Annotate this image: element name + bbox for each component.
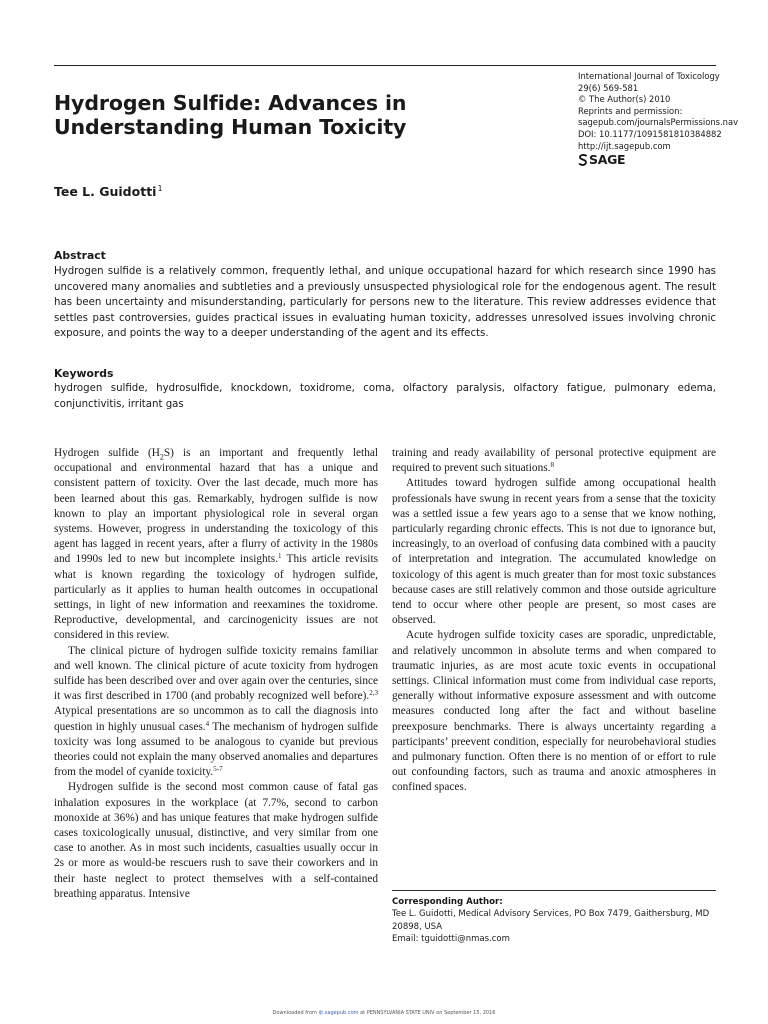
- journal-url[interactable]: http://ijt.sagepub.com: [578, 140, 671, 151]
- body-paragraph: Hydrogen sulfide is the second most common cause of fatal gas inhalation exposures in the workplace (at 7.7%, second to carbon monoxide at 36%) and has unique features that make hydrogen sulfide cases toxicologically unusual, distinctive, and very similar from one case to another. As in most such incidents, casualties usually occur in 2s or more as would-be rescuers rush to save their coworkers and in their haste neglect to protect themselves with a self-contained breathing apparatus. Intensive: [54, 781, 378, 900]
- citation-ref: 2,3: [369, 689, 378, 698]
- abstract-heading: Abstract: [54, 249, 106, 262]
- journal-info: [578, 71, 739, 168]
- corresponding-heading: Corresponding Author:: [392, 897, 503, 907]
- reprints-label: Reprints and permission:: [578, 105, 683, 116]
- keywords-text: hydrogen sulfide, hydrosulfide, knockdown, toxidrome, coma, olfactory paralysis, olfactory fatigue, pulmonary edema, conjunctivitis, irritant gas: [54, 383, 716, 410]
- article-title: Hydrogen Sulfide: Advances in Understanding Human Toxicity: [54, 91, 407, 139]
- sage-logo-text: SAGE: [589, 152, 626, 168]
- body-column-right: [392, 446, 716, 796]
- corresponding-email[interactable]: Email: tguidotti@nmas.com: [392, 934, 510, 945]
- footer-link[interactable]: ijt.sagepub.com: [318, 1010, 359, 1016]
- sage-logo: [578, 153, 728, 167]
- citation-ref: 4: [205, 719, 210, 728]
- body-paragraph: The clinical picture of hydrogen sulfide toxicity remains familiar and well known. The clinical picture of acute toxicity from hydrogen sulfide has been described over and over again over the centuries, since it was first described in 1700 (and probably recognized well before).$^{2,3}$ Atypical presentations are so uncommon as to call the diagnosis into question in highly unusual cases.$^4$ The mechanism of hydrogen sulfide toxicity was long assumed to be analogous to cyanide but previous theories could not explain the many observed anomalies and departures from the model of cyanide toxicity.$^{5-7}$: [54, 644, 378, 779]
- doi: DOI: 10.1177/1091581810384882: [578, 128, 722, 139]
- author-affiliation-mark: 1: [157, 184, 163, 193]
- corresponding-address-line2: 20898, USA: [392, 921, 443, 932]
- corresponding-author-block: [392, 896, 716, 946]
- citation-ref: 5-7: [213, 765, 223, 774]
- corresponding-rule: [392, 890, 716, 891]
- body-column-left: [54, 446, 378, 902]
- copyright: © The Author(s) 2010: [578, 94, 671, 105]
- body-paragraph: Hydrogen sulfide $(H_2S)$ is an important and frequently lethal occupational and environmental hazard that has a unique and consistent pattern of toxicity. Over the last decade, much more has been learned about this gas. Remarkably, hydrogen sulfide is now known to play an important physiological role in several organ systems. However, progress in understanding the toxicology of this agent has lagged in recent years, after a flurry of activity in the 1980s and 1990s led to new but incomplete insights.$^1$ This article revisits what is known regarding the toxicology of hydrogen sulfide, particularly as it applies to human health outcomes in occupational settings, in light of new information and reexamines the toxidrome. Reproductive, developmental, and carcinogenicity issues are not considered in this review.: [54, 447, 378, 642]
- author-name: Tee L. Guidotti: [54, 184, 157, 199]
- author-line: [54, 184, 163, 199]
- abstract-text: Hydrogen sulfide is a relatively common, frequently lethal, and unique occupational hazard for which research since 1990 has uncovered many anomalies and subtleties and a previously unsuspected physiological role for the endogenous agent. The result has been uncertainty and misunderstanding, particularly for persons new to the literature. This review addresses evidence that settles past controversies, guides practical issues in evaluating human toxicity, addresses unresolved issues involving chronic exposure, and points the way to a deeper understanding of the agent and its effects.: [54, 266, 716, 339]
- reprints-link[interactable]: sagepub.com/journalsPermissions.nav: [578, 117, 739, 128]
- keywords-heading: Keywords: [54, 367, 114, 380]
- corresponding-address-line1: Tee L. Guidotti, Medical Advisory Services, PO Box 7479, Gaithersburg, MD: [392, 909, 710, 920]
- body-paragraph: Acute hydrogen sulfide toxicity cases are sporadic, unpredictable, and relatively uncommon in absolute terms and when compared to traumatic injuries, as are most acute toxic events in occupational settings. Clinical information must come from individual case reports, generally without informative exposure assessment and with outcome measures conducted long after the fact and without baseline preexposure benchmarks. There is always uncertainty regarding a participants’ preevent condition, especially for neurobehavioral studies and pulmonary function. Often there is no mention of or effort to rule out confounding factors, such as trauma and anoxic atmospheres in confined spaces.: [392, 629, 716, 794]
- sage-s-icon: [578, 154, 588, 166]
- citation-ref: 1: [278, 552, 282, 561]
- body-paragraph: training and ready availability of personal protective equipment are required to prevent such situations.$^8$: [392, 447, 716, 475]
- header-rule: [54, 65, 716, 66]
- citation-ref: 8: [550, 461, 554, 470]
- journal-volume: 29(6) 569-581: [578, 82, 639, 93]
- journal-name: International Journal of Toxicology: [578, 71, 720, 81]
- body-paragraph: Attitudes toward hydrogen sulfide among occupational health professionals have swung in recent years from a sense that the toxicity was a settled issue a few years ago to a sense that we know nothing, particularly regarding chronic effects. This is not due to ignorance but, increasingly, to an overload of confusing data combined with a paucity of interpretation and integration. The accumulated knowledge on toxicology of this agent is much greater than for most toxic substances because cases are still relatively common and those outside agriculture tend to occur where other people are present, so most cases are observed.: [392, 477, 716, 627]
- download-footer: Downloaded from ijt.sagepub.com at PENNSYLVANIA STATE UNIV on September 15, 2016: [272, 1010, 496, 1016]
